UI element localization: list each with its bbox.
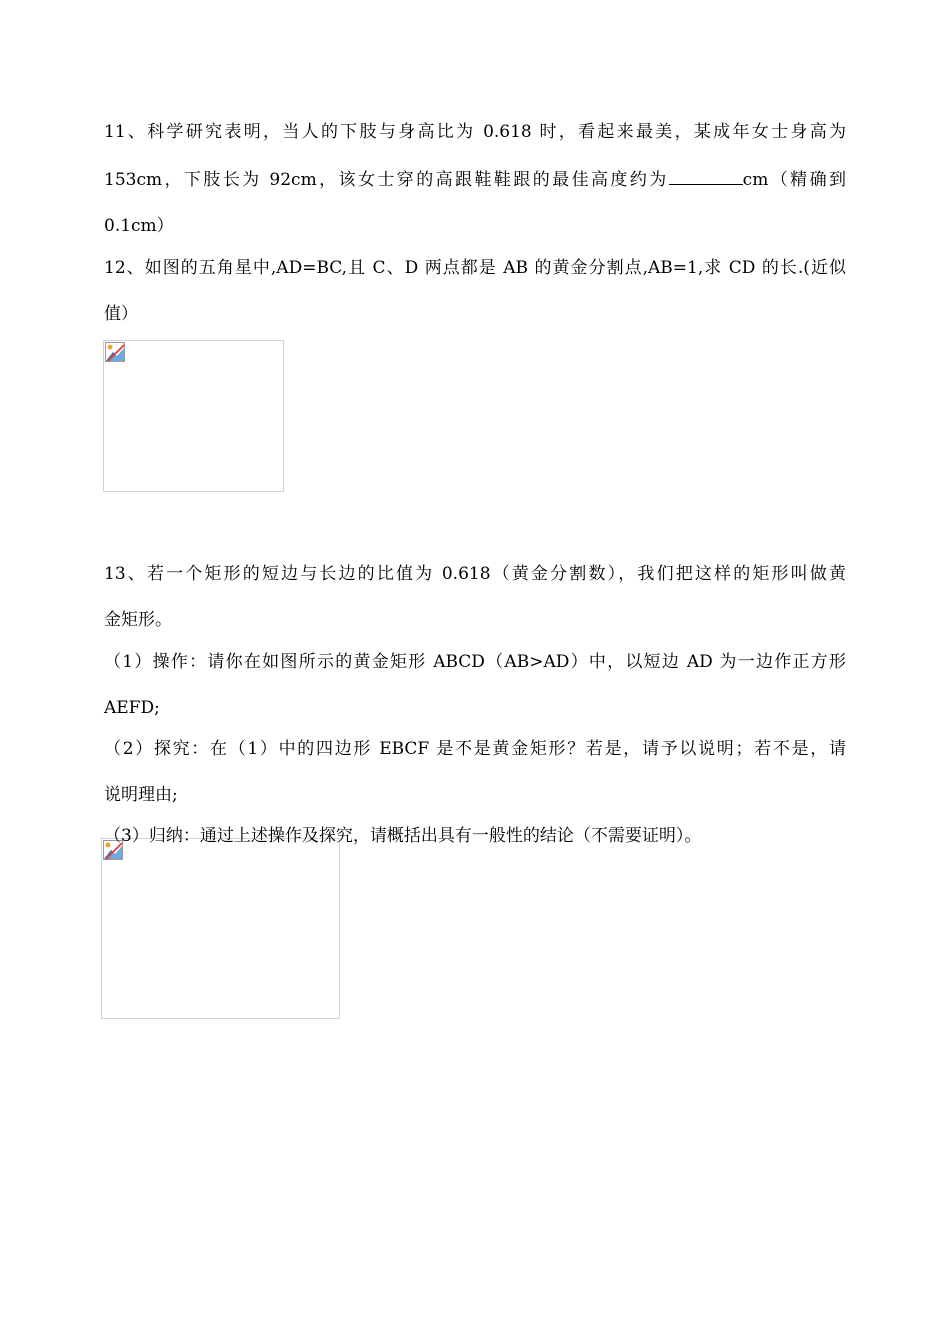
q13-line-1: 13、若一个矩形的短边与长边的比值为 0.618（黄金分割数），我们把这样的矩形叫做黄 xyxy=(104,564,846,584)
golden-rectangle-figure-image xyxy=(101,838,340,1019)
q12-line-1: 12、如图的五角星中,AD=BC,且 C、D 两点都是 AB 的黄金分割点,AB=1,求 CD 的长.(近似 xyxy=(104,258,846,278)
q13-part1-line-1: （1）操作：请你在如图所示的黄金矩形 ABCD（AB>AD）中，以短边 AD 为一边作正方形 xyxy=(104,652,846,672)
q11-line-2-suffix: cm（精确到 xyxy=(742,170,846,190)
q11-line-2-text: 153cm，下肢长为 92cm，该女士穿的高跟鞋鞋跟的最佳高度约为 xyxy=(104,170,669,190)
q11-line-1: 11、科学研究表明，当人的下肢与身高比为 0.618 时，看起来最美，某成年女士身高为 xyxy=(104,122,846,142)
q13-part2-line-2: 说明理由; xyxy=(104,785,178,805)
q13-part1-line-2: AEFD; xyxy=(104,698,160,718)
q13-part3-line-1: （3）归纳：通过上述操作及探究，请概括出具有一般性的结论（不需要证明）。 xyxy=(104,826,702,846)
q12-line-2: 值） xyxy=(104,304,138,324)
q13-line-2: 金矩形。 xyxy=(104,610,172,630)
q11-line-2 xyxy=(104,168,846,192)
q13-part2-line-1: （2）探究：在（1）中的四边形 EBCF 是不是黄金矩形？若是，请予以说明；若不是，请 xyxy=(104,739,846,759)
broken-image-icon xyxy=(105,342,125,362)
q11-line-3: 0.1cm） xyxy=(104,216,174,236)
answer-blank xyxy=(669,168,743,185)
pentagram-figure-image xyxy=(103,340,284,492)
